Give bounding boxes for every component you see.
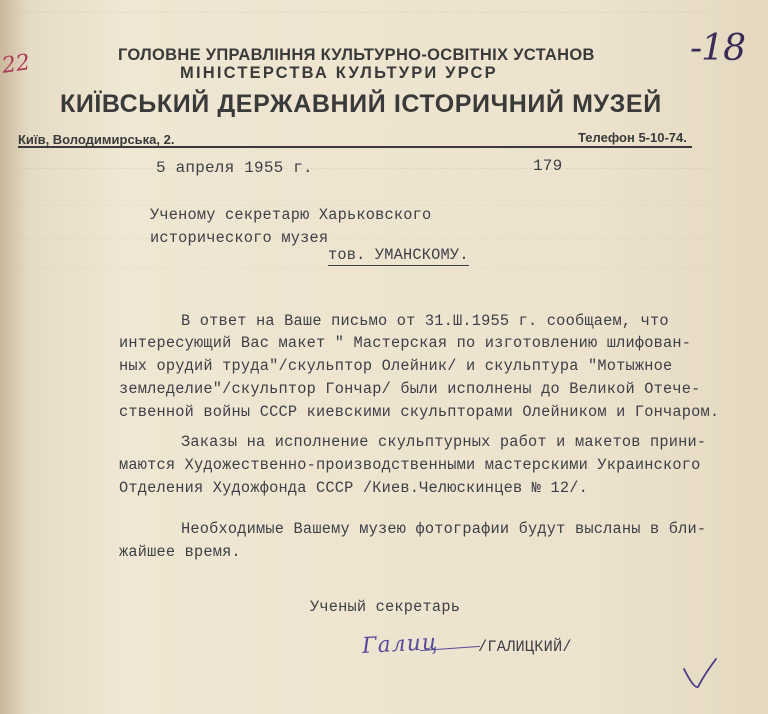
body-line-4: земледелие"/скульптор Гончар/ были исполнены до Великой Отече- — [119, 380, 701, 398]
letterhead-rule — [18, 146, 692, 148]
body-line-7: маются Художественно-производственными мастерскими Украинского — [119, 456, 701, 474]
handwritten-signature: Галиц — [361, 630, 439, 659]
header-address: Київ, Володимирська, 2. — [18, 132, 175, 147]
body-line-8: Отделения Художфонда СССР /Киев.Челюскинцев № 12/. — [119, 479, 588, 497]
header-phone: Телефон 5-10-74. — [578, 130, 687, 145]
addressee-line-2: исторического музея — [150, 229, 329, 247]
signature-name: /ГАЛИЦКИЙ/ — [478, 638, 572, 656]
org-line-1: ГОЛОВНЕ УПРАВЛІННЯ КУЛЬТУРНО-ОСВІТНІХ УСТАНОВ — [118, 46, 595, 64]
body-line-2: интересующий Вас макет " Мастерская по изготовлению шлифован- — [119, 334, 692, 352]
body-line-10: жайшее время. — [119, 543, 241, 561]
margin-note-number: 22 — [0, 50, 32, 79]
org-line-2: МІНІСТЕРСТВА КУЛЬТУРИ УРСР — [180, 64, 498, 82]
letter-number: 179 — [533, 157, 563, 175]
page-number-note: -18 — [690, 28, 745, 69]
letter-date: 5 апреля 1955 г. — [156, 159, 313, 177]
museum-name: КИЇВСЬКИЙ ДЕРЖАВНИЙ ІСТОРИЧНИЙ МУЗЕЙ — [60, 90, 662, 118]
body-line-9: Необходимые Вашему музею фотографии будут высланы в бли- — [181, 520, 707, 538]
check-mark-icon — [680, 655, 720, 695]
body-line-3: ных орудий труда"/скульптор Олейник/ и скульптура "Мотыжное — [119, 357, 673, 375]
addressee-line-1: Ученому секретарю Харьковского — [150, 206, 432, 224]
body-line-6: Заказы на исполнение скульптурных работ и макетов прини- — [181, 433, 707, 451]
addressee-name: тов. УМАНСКОМУ. — [328, 246, 469, 264]
signature-title: Ученый секретарь — [310, 598, 461, 616]
body-line-5: ственной войны СССР киевскими скульпторами Олейником и Гончаром. — [119, 403, 720, 421]
body-line-1: В ответ на Ваше письмо от 31.Ш.1955 г. сообщаем, что — [181, 312, 669, 330]
